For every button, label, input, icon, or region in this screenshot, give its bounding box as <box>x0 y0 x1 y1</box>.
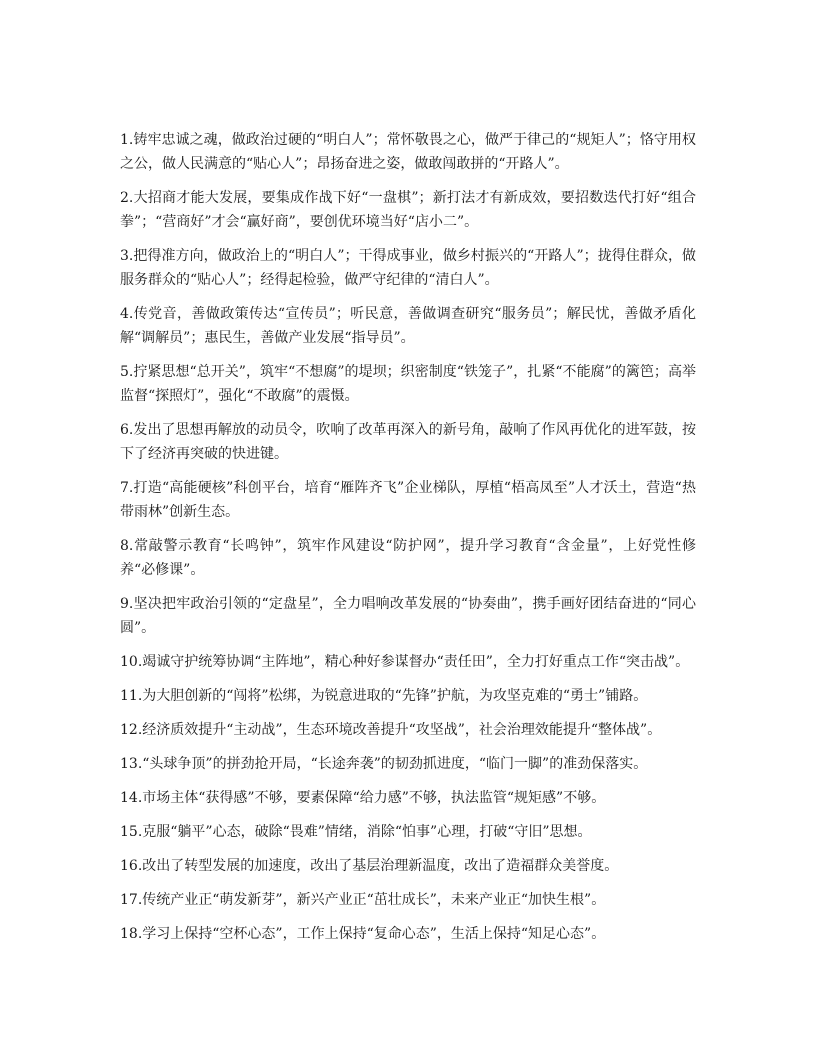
list-item: 1.铸牢忠诚之魂，做政治过硬的“明白人”；常怀敬畏之心，做严于律己的“规矩人”；恪守用权之公，做人民满意的“贴心人”；昂扬奋进之姿，做敢闯敢拼的“开路人”。 <box>120 132 696 172</box>
list-item: 9.坚决把牢政治引领的“定盘星”，全力唱响改革发展的“协奏曲”，携手画好团结奋进的“同心圆”。 <box>120 596 696 636</box>
document-body <box>120 128 696 956</box>
list-item: 14.市场主体“获得感”不够，要素保障“给力感”不够，执法监管“规矩感”不够。 <box>120 790 606 806</box>
list-item: 16.改出了转型发展的加速度，改出了基层治理新温度，改出了造福群众美誉度。 <box>120 858 619 874</box>
list-item: 15.克服“躺平”心态，破除“畏难”情绪，消除“怕事”心理，打破“守旧”思想。 <box>120 824 592 840</box>
list-item: 10.竭诚守护统筹协调“主阵地”，精心种好参谋督办“责任田”，全力打好重点工作“突击战”。 <box>120 654 690 670</box>
list-item: 13.“头球争顶”的拼劲抢开局，“长途奔袭”的韧劲抓进度，“临门一脚”的准劲保落实。 <box>120 756 648 772</box>
list-item: 5.拧紧思想“总开关”，筑牢“不想腐”的堤坝；织密制度“铁笼子”，扎紧“不能腐”的篱笆；高举监督“探照灯”，强化“不敢腐”的震慑。 <box>120 364 696 404</box>
list-item: 7.打造“高能硬核”科创平台，培育“雁阵齐飞”企业梯队，厚植“梧高凤至”人才沃土，营造“热带雨林”创新生态。 <box>120 480 696 520</box>
list-item: 11.为大胆创新的“闯将”松绑，为锐意进取的“先锋”护航，为攻坚克难的“勇士”铺路。 <box>120 688 648 704</box>
list-item: 4.传党音，善做政策传达“宣传员”；听民意，善做调查研究“服务员”；解民忧，善做矛盾化解“调解员”；惠民生，善做产业发展“指导员”。 <box>120 306 696 346</box>
list-item: 18.学习上保持“空杯心态”，工作上保持“复命心态”，生活上保持“知足心态”。 <box>120 926 606 942</box>
list-item: 3.把得准方向，做政治上的“明白人”；干得成事业，做乡村振兴的“开路人”；拢得住群众，做服务群众的“贴心人”；经得起检验，做严守纪律的“清白人”。 <box>120 248 696 288</box>
list-item: 17.传统产业正“萌发新芽”，新兴产业正“茁壮成长”，未来产业正“加快生根”。 <box>120 892 606 908</box>
list-item: 8.常敲警示教育“长鸣钟”，筑牢作风建设“防护网”，提升学习教育“含金量”，上好党性修养“必修课”。 <box>120 538 696 578</box>
list-item: 2.大招商才能大发展，要集成作战下好“一盘棋”；新打法才有新成效，要招数迭代打好“组合拳”；“营商好”才会“赢好商”，要创优环境当好“店小二”。 <box>120 190 696 230</box>
list-item: 12.经济质效提升“主动战”，生态环境改善提升“攻坚战”，社会治理效能提升“整体战”。 <box>120 722 662 738</box>
list-item: 6.发出了思想再解放的动员令，吹响了改革再深入的新号角，敲响了作风再优化的进军鼓，按下了经济再突破的快进键。 <box>120 422 696 462</box>
